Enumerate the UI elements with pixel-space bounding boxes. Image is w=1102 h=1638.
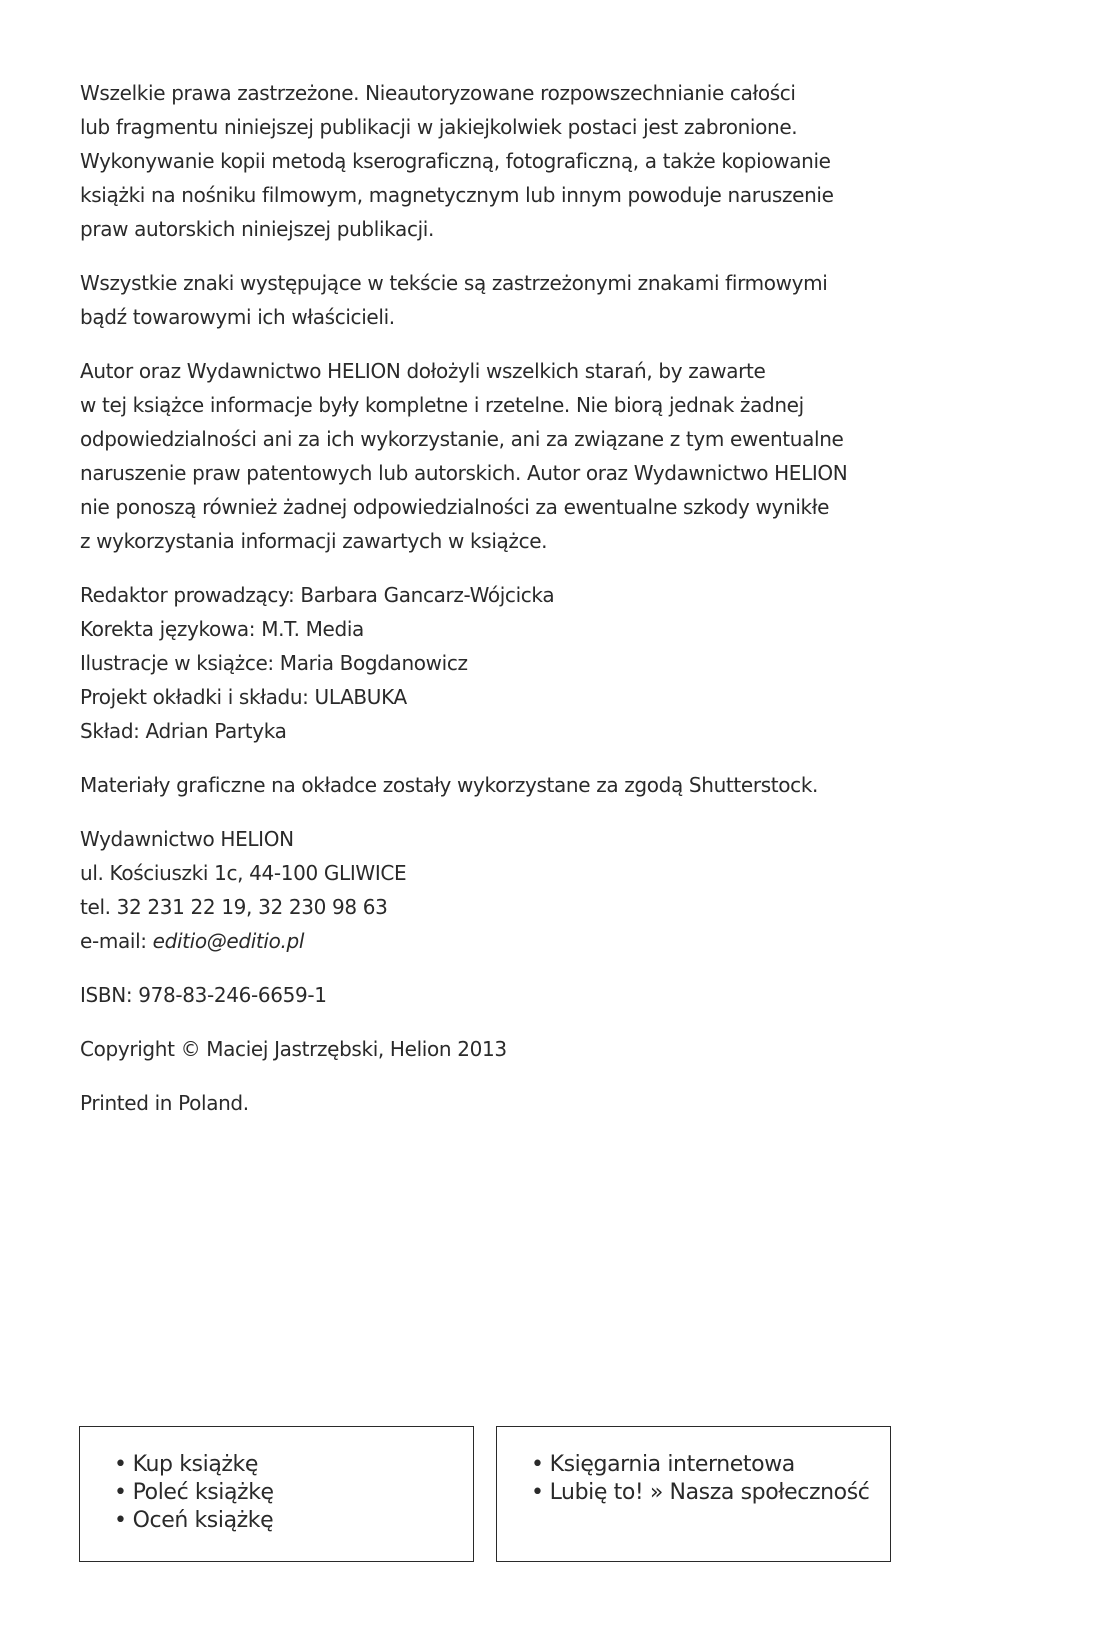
bullet-icon: • — [531, 1480, 544, 1505]
community-links-box — [496, 1426, 891, 1562]
recommend-book-link[interactable] — [80, 1479, 473, 1507]
publisher-phone: tel. 32 231 22 19, 32 230 98 63 — [80, 895, 388, 919]
credit-typesetting: Skład: Adrian Partyka — [80, 719, 287, 743]
publisher-email-line — [80, 924, 870, 958]
credit-editor: Redaktor prowadzący: Barbara Gancarz-Wójcicka — [80, 583, 555, 607]
disclaimer-line: w tej książce informacje były kompletne i rzetelne. Nie biorą jednak żadnej — [80, 393, 804, 417]
link-label: Lubię to! » Nasza społeczność — [549, 1480, 870, 1505]
trademarks-line: bądź towarowymi ich właścicieli. — [80, 305, 395, 329]
link-label: Poleć książkę — [132, 1480, 274, 1505]
buy-book-link[interactable] — [80, 1451, 473, 1479]
bullet-icon: • — [114, 1508, 127, 1533]
email-label: e-mail: — [80, 929, 153, 953]
rights-paragraph — [80, 76, 870, 246]
email-link[interactable]: editio@editio.pl — [152, 929, 305, 953]
link-label: Oceń książkę — [132, 1508, 274, 1533]
printed-in: Printed in Poland. — [80, 1091, 249, 1115]
link-label: Księgarnia internetowa — [549, 1452, 795, 1477]
book-actions-box — [79, 1426, 474, 1562]
bullet-icon: • — [114, 1480, 127, 1505]
credit-proofreading: Korekta językowa: M.T. Media — [80, 617, 364, 641]
graphics-note: Materiały graficzne na okładce zostały wykorzystane za zgodą Shutterstock. — [80, 773, 819, 797]
bullet-icon: • — [531, 1452, 544, 1477]
online-bookstore-link[interactable] — [497, 1451, 890, 1479]
link-label: Kup książkę — [132, 1452, 259, 1477]
disclaimer-line: naruszenie praw patentowych lub autorskich. Autor oraz Wydawnictwo HELION — [80, 461, 848, 485]
imprint-page — [80, 76, 870, 1140]
credit-illustrations: Ilustracje w książce: Maria Bogdanowicz — [80, 651, 468, 675]
graphics-note-paragraph — [80, 768, 870, 802]
rights-line: książki na nośniku filmowym, magnetycznym lub innym powoduje naruszenie — [80, 183, 834, 207]
disclaimer-line: Autor oraz Wydawnictwo HELION dołożyli wszelkich starań, by zawarte — [80, 359, 766, 383]
community-links-list — [497, 1451, 890, 1507]
rights-line: Wykonywanie kopii metodą kserograficzną, fotograficzną, a także kopiowanie — [80, 149, 831, 173]
isbn-paragraph — [80, 978, 870, 1012]
credit-cover-design: Projekt okładki i składu: ULABUKA — [80, 685, 407, 709]
rate-book-link[interactable] — [80, 1507, 473, 1535]
trademarks-paragraph — [80, 266, 870, 334]
copyright: Copyright © Maciej Jastrzębski, Helion 2013 — [80, 1037, 507, 1061]
disclaimer-line: odpowiedzialności ani za ich wykorzystanie, ani za związane z tym ewentualne — [80, 427, 844, 451]
publisher-name: Wydawnictwo HELION — [80, 827, 294, 851]
printed-paragraph — [80, 1086, 870, 1120]
publisher-address: ul. Kościuszki 1c, 44-100 GLIWICE — [80, 861, 407, 885]
rights-line: lub fragmentu niniejszej publikacji w jakiejkolwiek postaci jest zabronione. — [80, 115, 798, 139]
rights-line: praw autorskich niniejszej publikacji. — [80, 217, 435, 241]
rights-line: Wszelkie prawa zastrzeżone. Nieautoryzowane rozpowszechnianie całości — [80, 81, 796, 105]
credits-paragraph — [80, 578, 870, 748]
book-actions-list — [80, 1451, 473, 1535]
copyright-paragraph — [80, 1032, 870, 1066]
isbn: ISBN: 978-83-246-6659-1 — [80, 983, 327, 1007]
disclaimer-line: nie ponoszą również żadnej odpowiedzialności za ewentualne szkody wynikłe — [80, 495, 830, 519]
bullet-icon: • — [114, 1452, 127, 1477]
disclaimer-paragraph — [80, 354, 870, 558]
publisher-paragraph — [80, 822, 870, 958]
disclaimer-line: z wykorzystania informacji zawartych w książce. — [80, 529, 548, 553]
community-link[interactable] — [497, 1479, 890, 1507]
trademarks-line: Wszystkie znaki występujące w tekście są zastrzeżonymi znakami firmowymi — [80, 271, 828, 295]
